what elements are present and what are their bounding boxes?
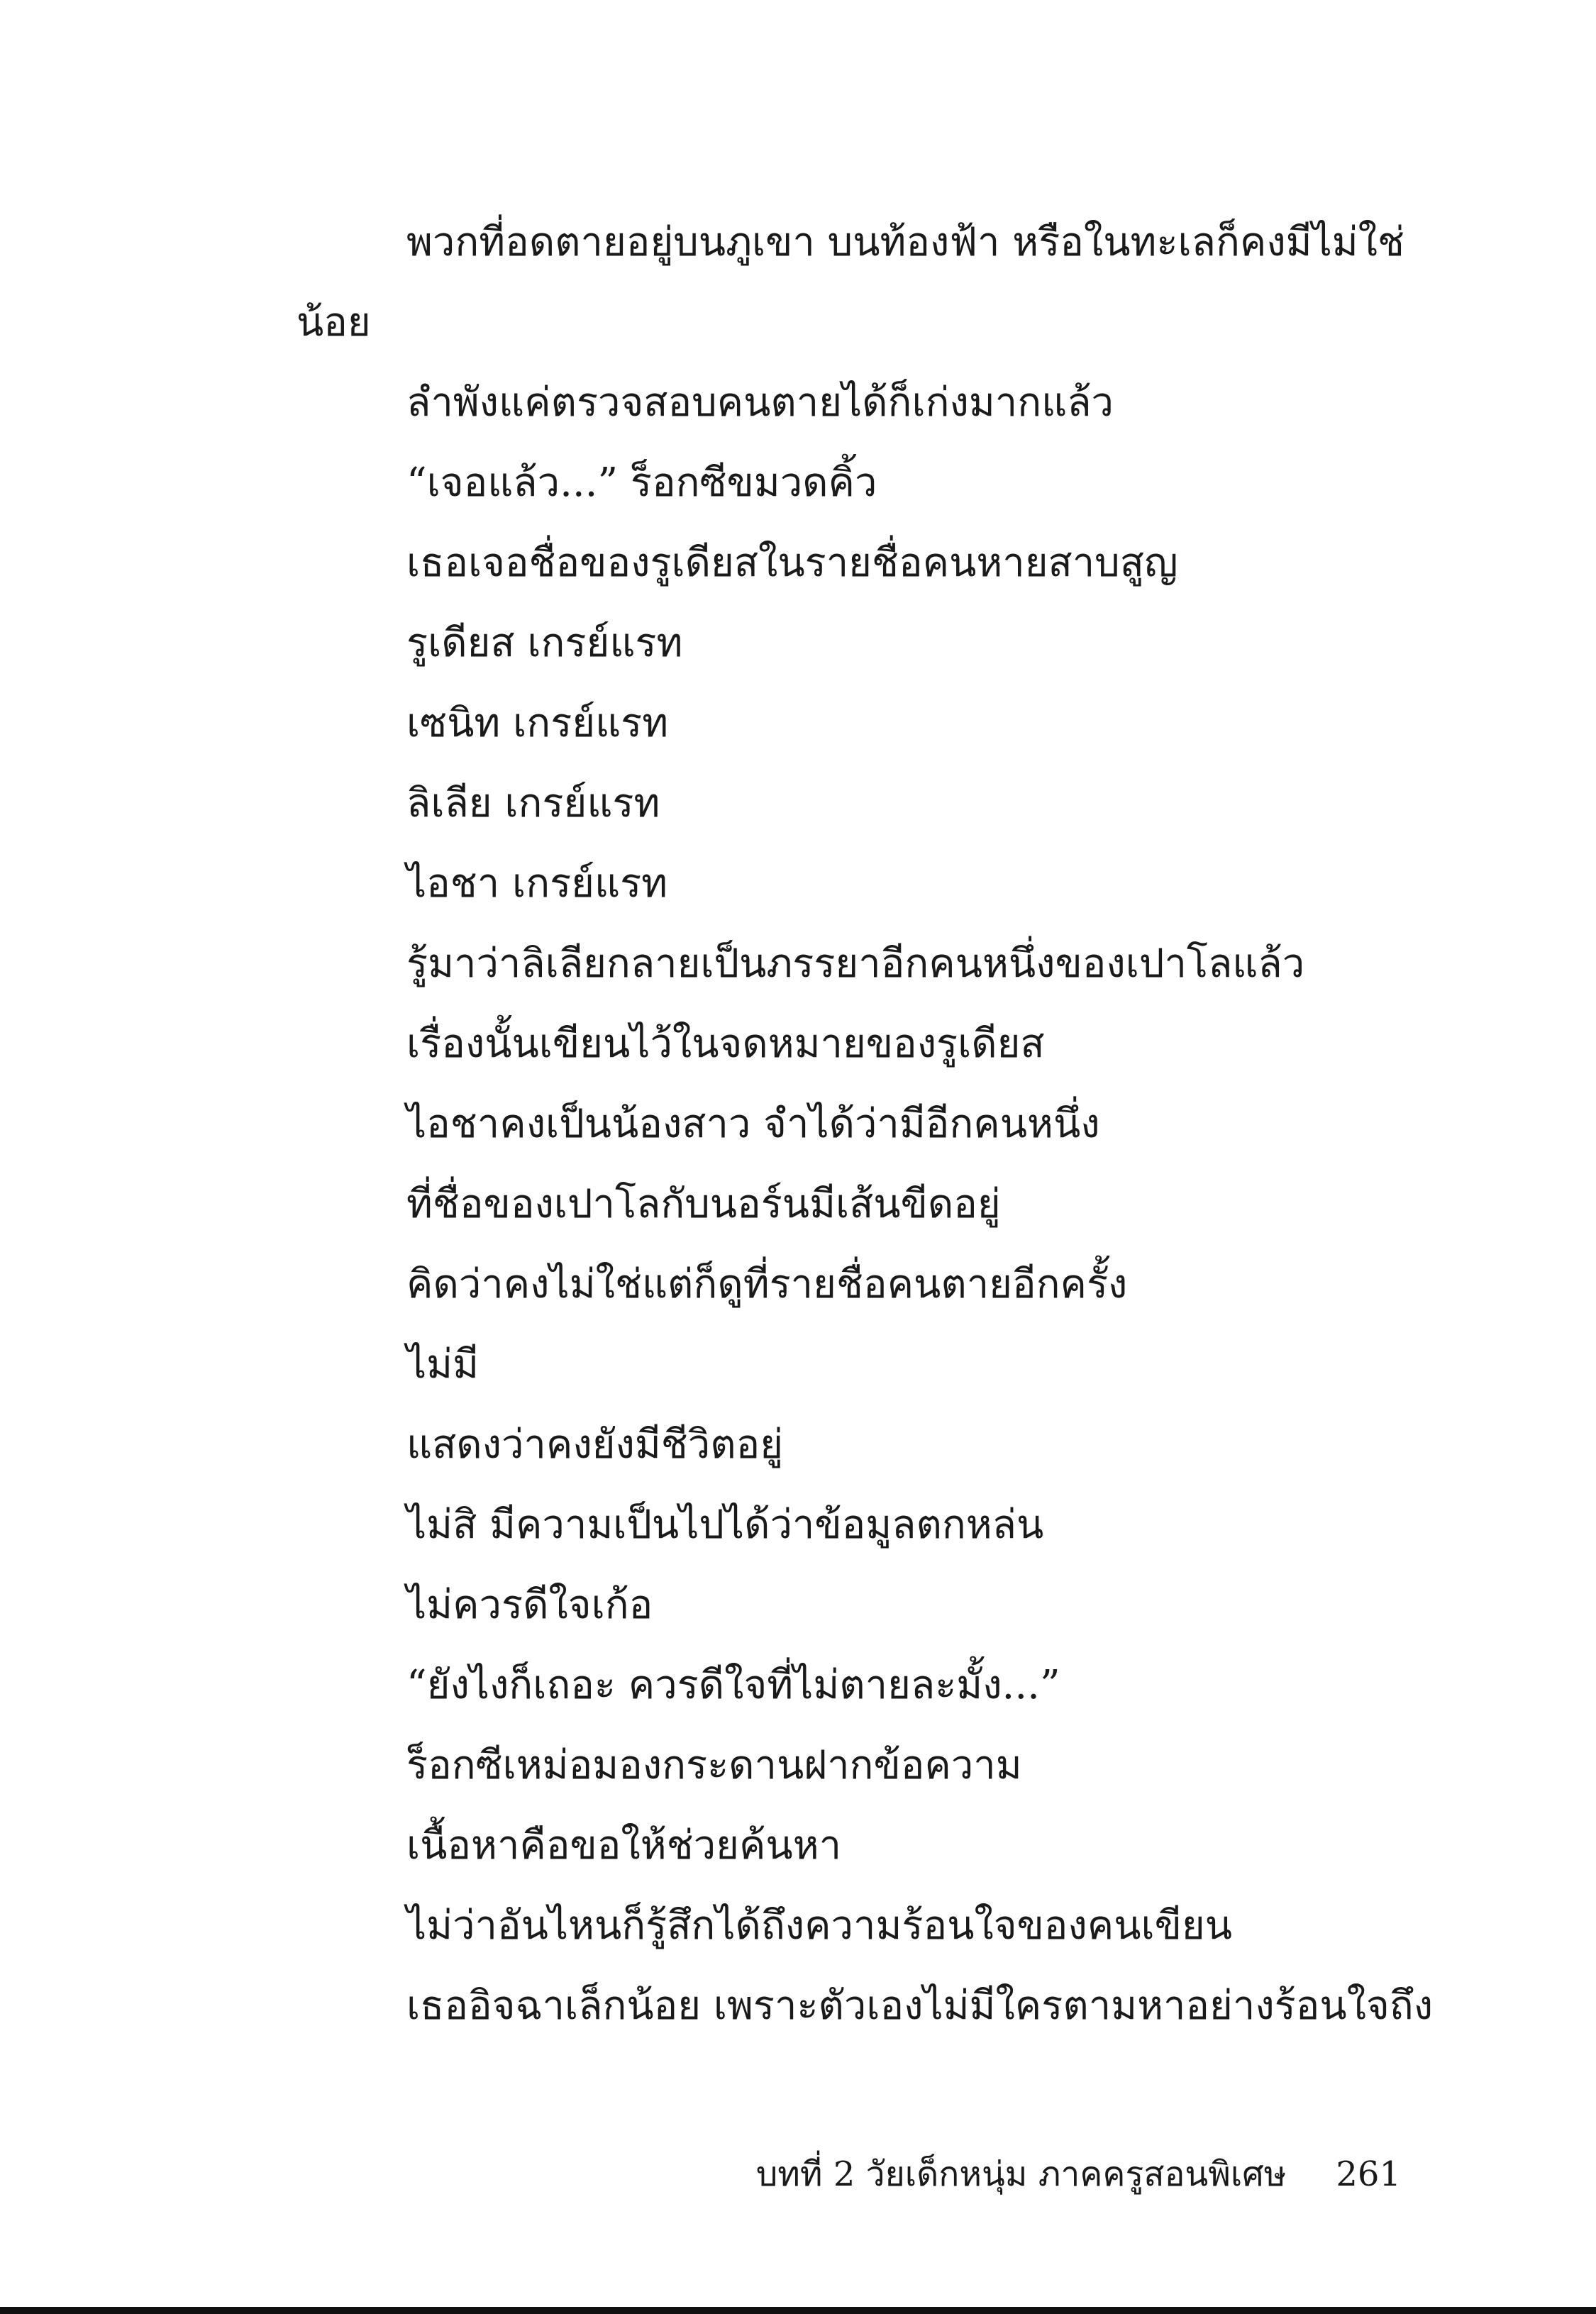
text-line: น้อย [297,299,371,345]
bottom-border [0,2307,1596,2314]
text-line: เนื้อหาคือขอให้ช่วยค้นหา [406,1822,842,1869]
text-line: คิดว่าคงไม่ใช่แต่ก็ดูที่รายชื่อคนตายอีกครั้ง [406,1261,1128,1307]
text-line: ไอชาคงเป็นน้องสาว จำได้ว่ามีอีกคนหนึ่ง [406,1101,1100,1147]
text-line: รูเดียส เกรย์แรท [406,620,683,666]
text-line: เธออิจฉาเล็กน้อย เพราะตัวเองไม่มีใครตามหาอย่างร้อนใจถึง [406,1983,1434,2029]
text-line: รู้มาว่าลิเลียกลายเป็นภรรยาอีกคนหนึ่งของเปาโลแล้ว [406,941,1305,987]
text-line: ร็อกซีเหม่อมองกระดานฝากข้อความ [406,1742,1022,1788]
text-line: เรื่องนั้นเขียนไว้ในจดหมายของรูเดียส [406,1021,1045,1067]
body-text [297,202,1434,2046]
text-line: ที่ชื่อของเปาโลกับนอร์นมีเส้นขีดอยู่ [406,1181,1001,1227]
text-line: เซนิท เกรย์แรท [406,700,669,746]
text-line: พวกที่อดตายอยู่บนภูเขา บนท้องฟ้า หรือในทะเลก็คงมีไม่ใช่ [406,219,1405,265]
text-line: แสดงว่าคงยังมีชีวิตอยู่ [406,1422,784,1468]
page-number: 261 [1336,2154,1401,2194]
text-line: ไอชา เกรย์แรท [406,860,668,907]
text-line: “ยังไงก็เถอะ ควรดีใจที่ไม่ตายละมั้ง...” [406,1662,1060,1708]
text-line: ไม่ว่าอันไหนก็รู้สึกได้ถึงความร้อนใจของคนเขียน [406,1903,1233,1949]
text-line: ไม่มี [406,1341,479,1388]
text-line: เธอเจอชื่อของรูเดียสในรายชื่อคนหายสาบสูญ [406,540,1178,586]
page-footer [709,2146,1401,2203]
text-line: ไม่สิ มีความเป็นไปได้ว่าข้อมูลตกหล่น [406,1502,1044,1548]
text-line: ไม่ควรดีใจเก้อ [406,1582,653,1628]
text-line: ลิเลีย เกรย์แรท [406,780,660,826]
text-line: ลำพังแค่ตรวจสอบคนตายได้ก็เก่งมากแล้ว [406,380,1114,426]
chapter-title: บทที่ 2 วัยเด็กหนุ่ม ภาคครูสอนพิเศษ [755,2154,1287,2194]
text-line: “เจอแล้ว...” ร็อกซีขมวดคิ้ว [406,460,877,506]
